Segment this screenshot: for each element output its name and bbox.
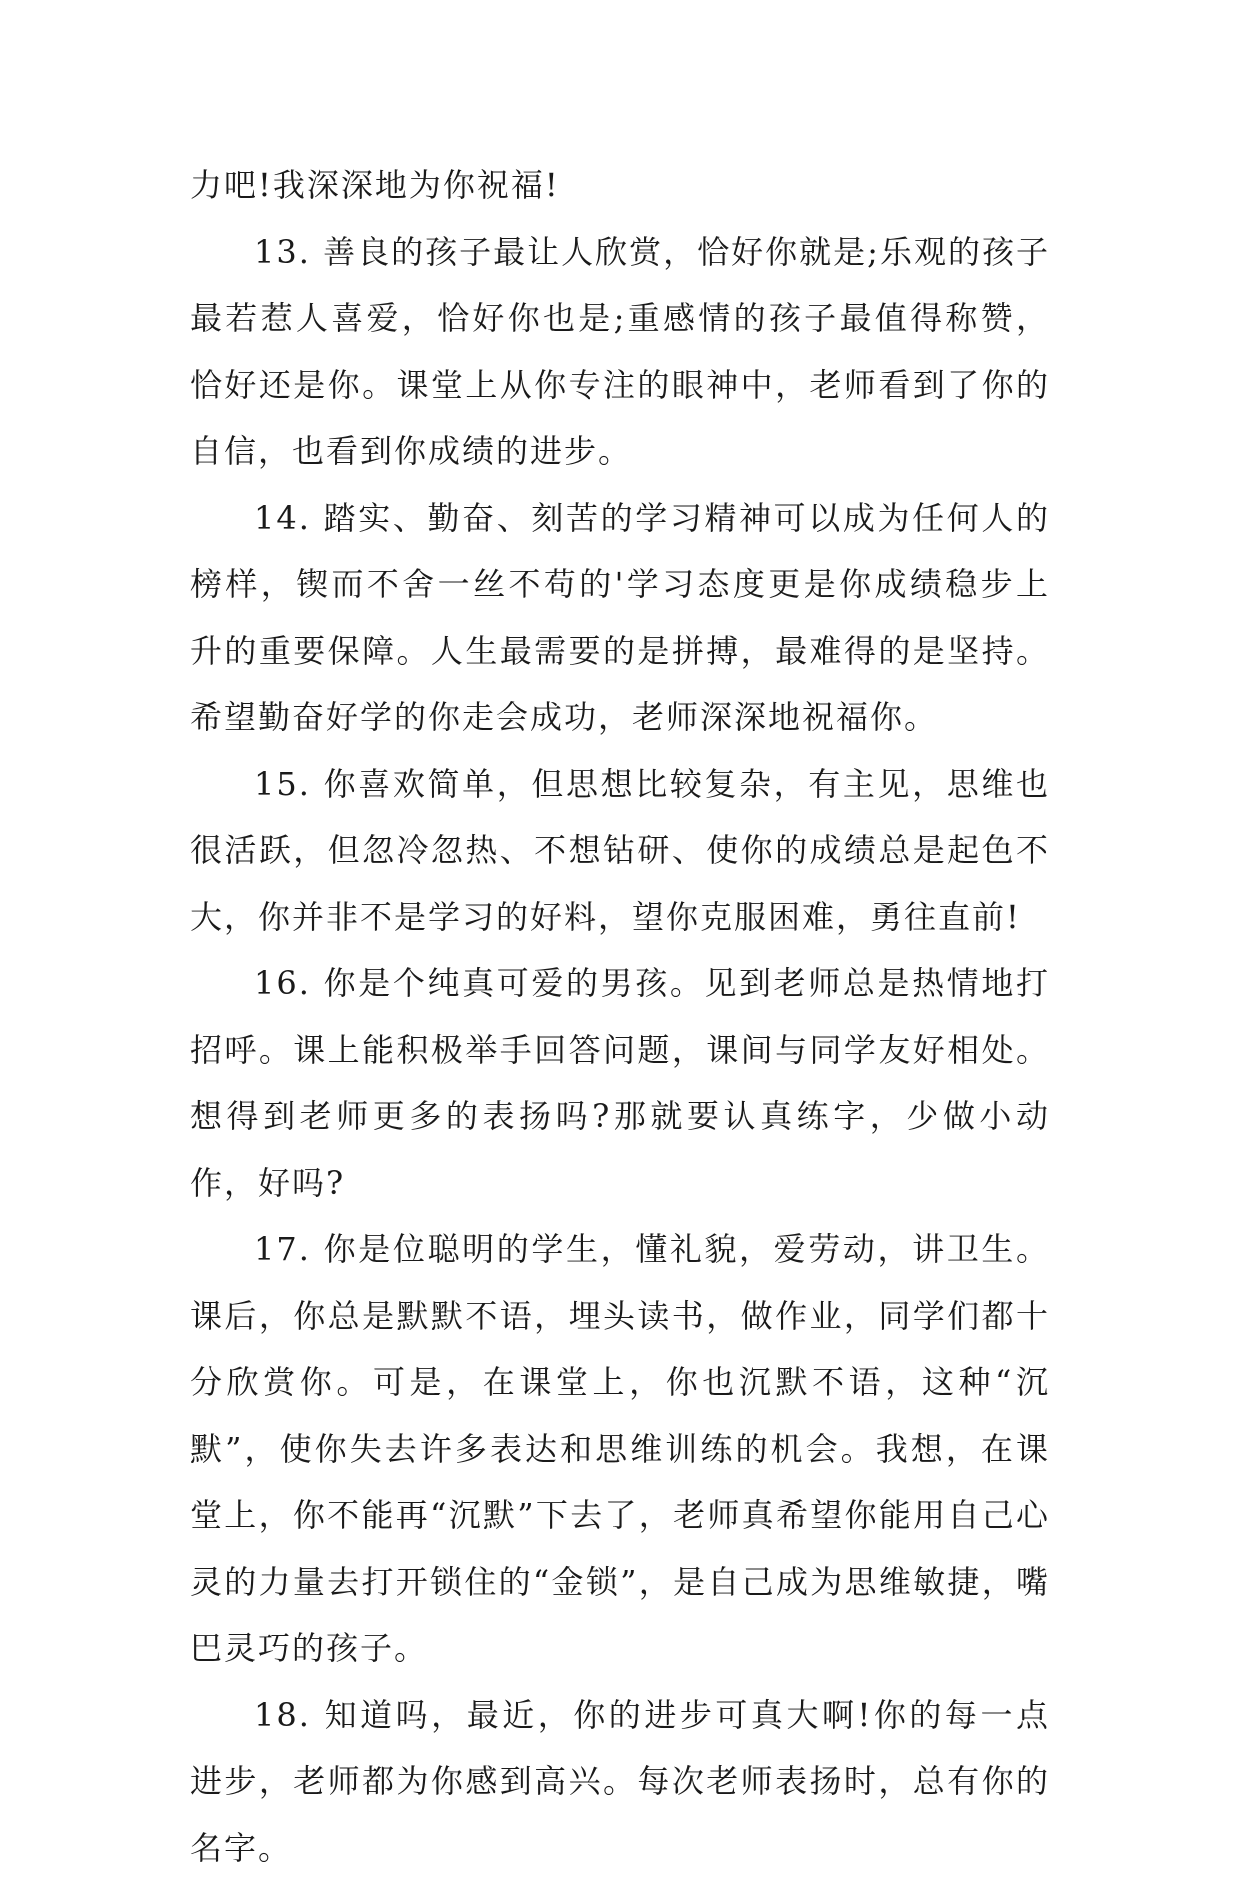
paragraph-14: 14. 踏实、勤奋、刻苦的学习精神可以成为任何人的榜样，锲而不舍一丝不苟的'学习态度更是你成绩稳步上升的重要保障。人生最需要的是拼搏，最难得的是坚持。希望勤奋好学的你走会成功，老师深深地祝福你。 bbox=[190, 485, 1050, 751]
paragraph-16: 16. 你是个纯真可爱的男孩。见到老师总是热情地打招呼。课上能积极举手回答问题，课间与同学友好相处。想得到老师更多的表扬吗?那就要认真练字，少做小动作，好吗? bbox=[190, 950, 1050, 1216]
document-body bbox=[190, 152, 1050, 1881]
paragraph-13: 13. 善良的孩子最让人欣赏，恰好你就是;乐观的孩子最若惹人喜爱，恰好你也是;重感情的孩子最值得称赞，恰好还是你。课堂上从你专注的眼神中，老师看到了你的自信，也看到你成绩的进步。 bbox=[190, 219, 1050, 485]
paragraph-continuation: 力吧!我深深地为你祝福! bbox=[190, 152, 1050, 219]
paragraph-17: 17. 你是位聪明的学生，懂礼貌，爱劳动，讲卫生。课后，你总是默默不语，埋头读书，做作业，同学们都十分欣赏你。可是，在课堂上，你也沉默不语，这种“沉默”，使你失去许多表达和思维训练的机会。我想，在课堂上，你不能再“沉默”下去了，老师真希望你能用自己心灵的力量去打开锁住的“金锁”，是自己成为思维敏捷，嘴巴灵巧的孩子。 bbox=[190, 1216, 1050, 1682]
paragraph-18: 18. 知道吗，最近，你的进步可真大啊!你的每一点进步，老师都为你感到高兴。每次老师表扬时，总有你的名字。 bbox=[190, 1682, 1050, 1881]
paragraph-15: 15. 你喜欢简单，但思想比较复杂，有主见，思维也很活跃，但忽冷忽热、不想钻研、使你的成绩总是起色不大，你并非不是学习的好料，望你克服困难，勇往直前! bbox=[190, 751, 1050, 951]
